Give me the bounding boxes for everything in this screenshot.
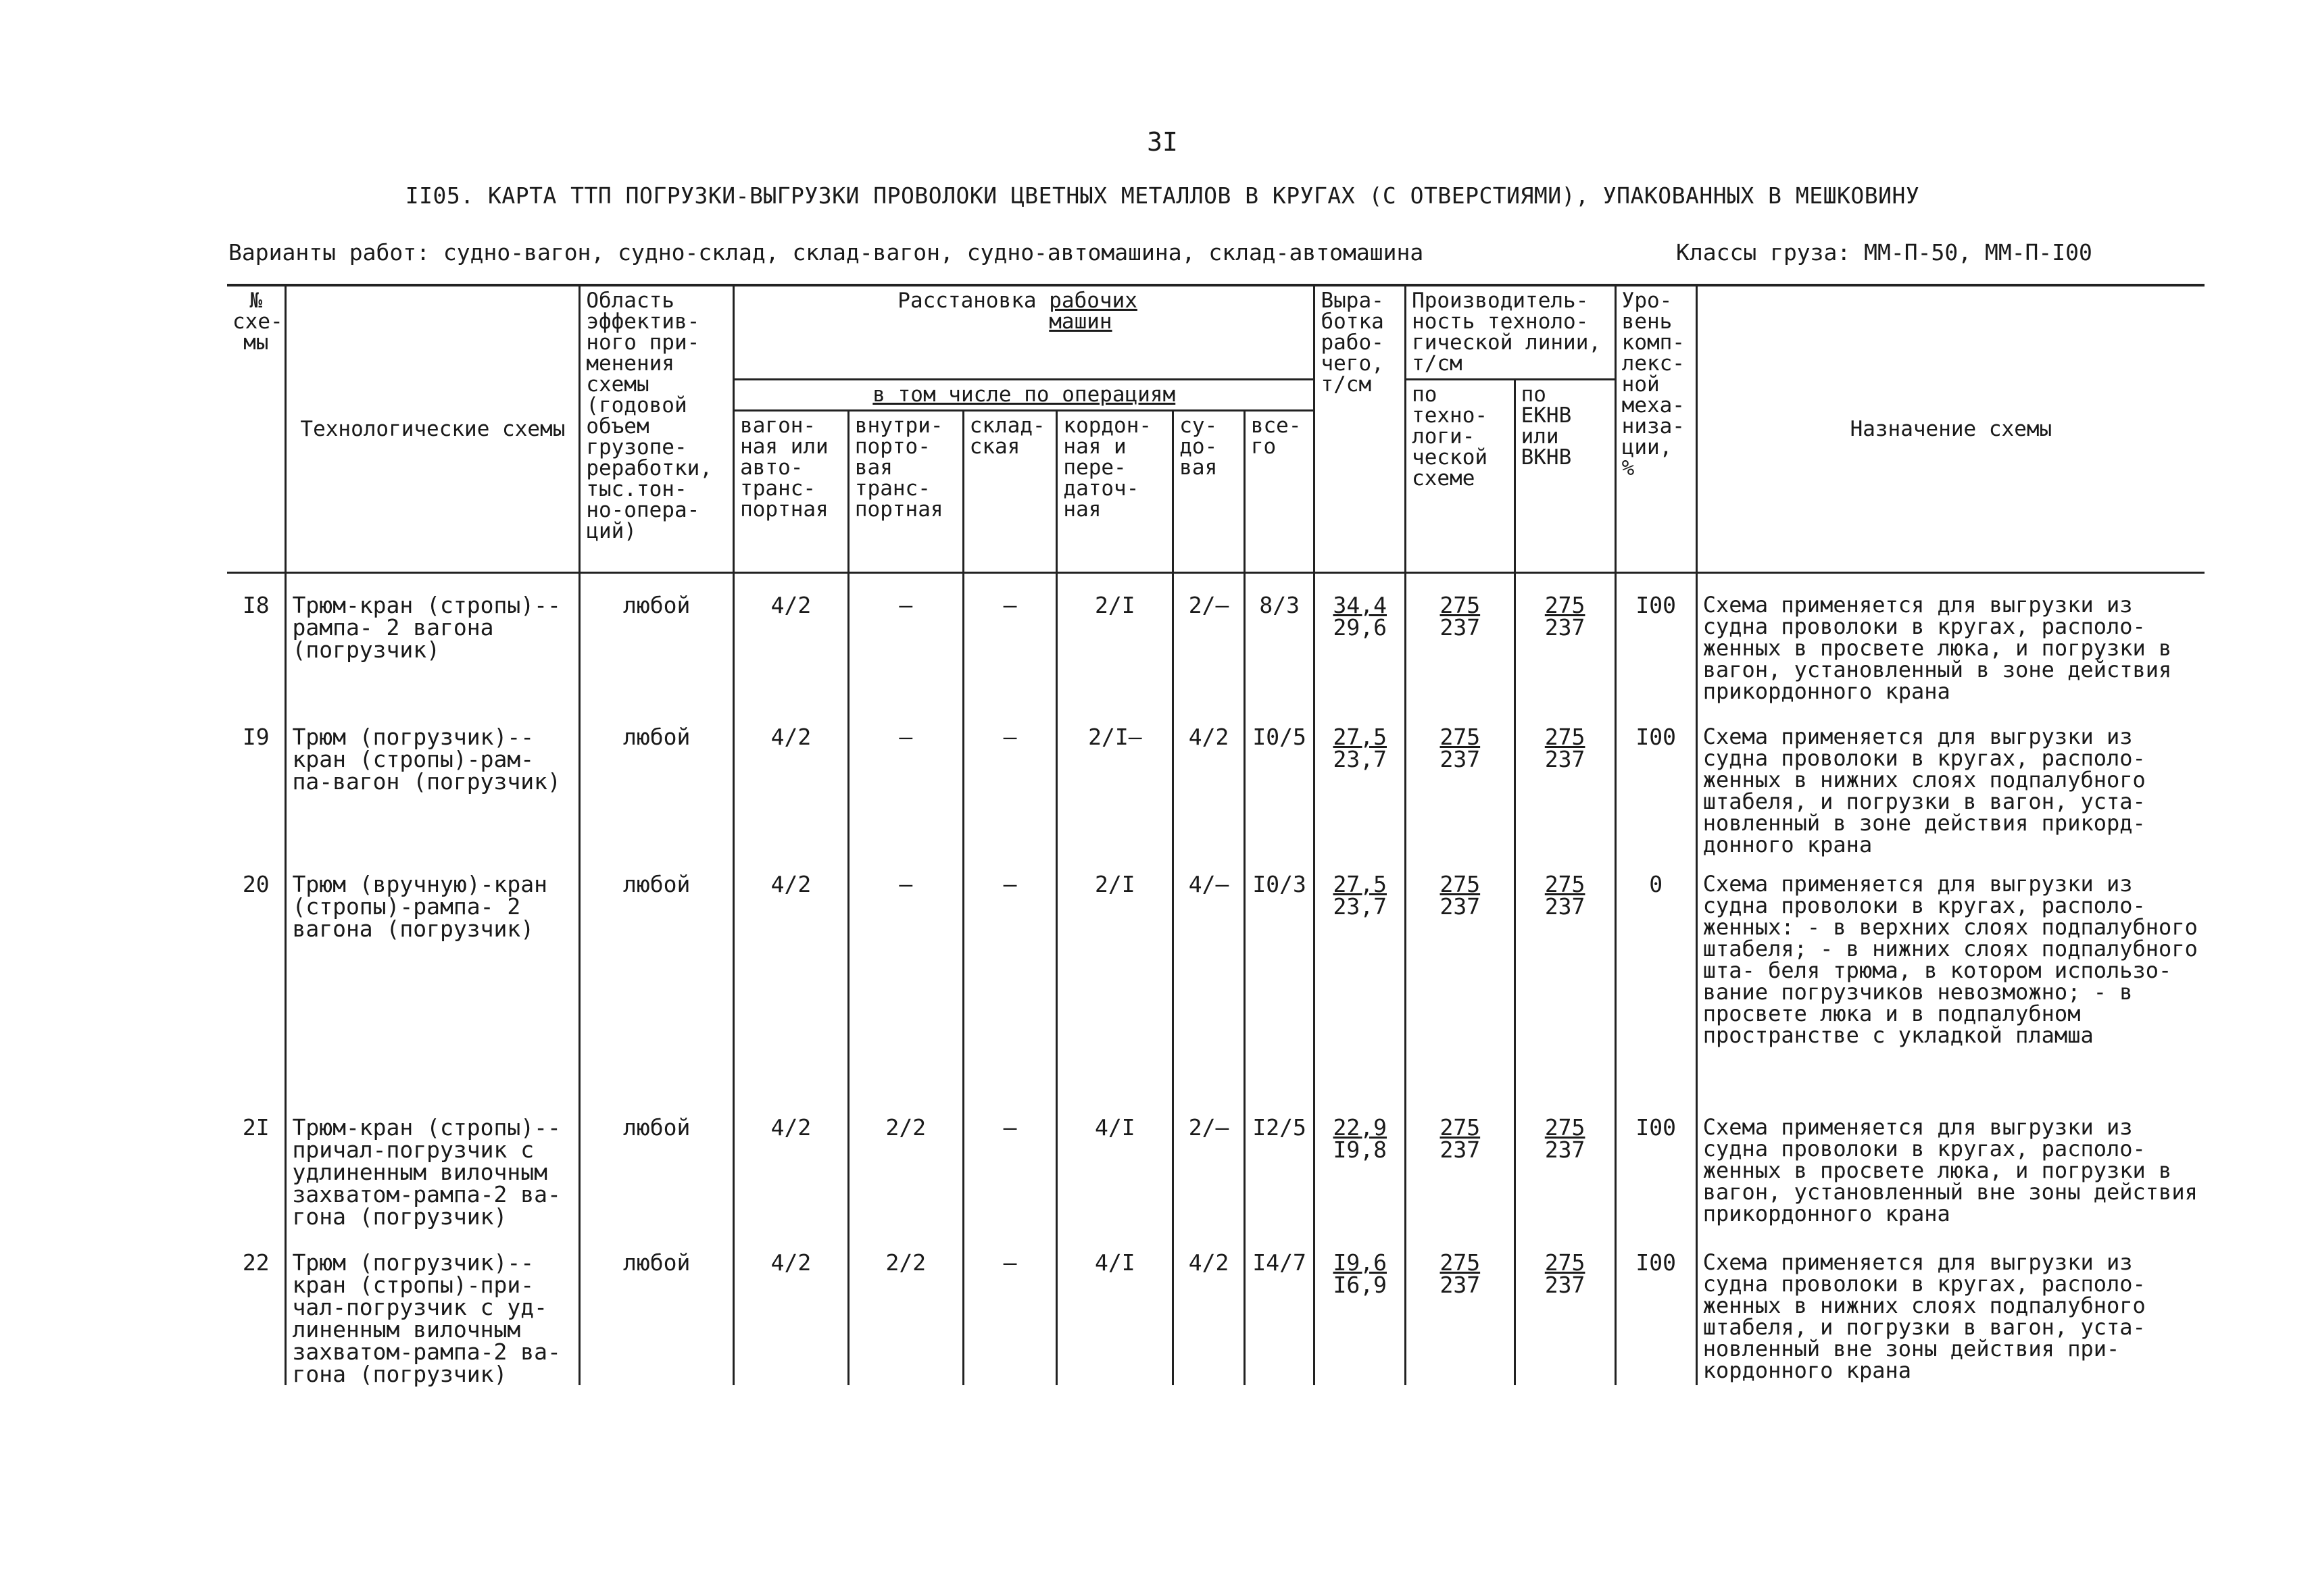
row-op-ship: 4/2: [1173, 708, 1245, 855]
row-prod-tech: [1406, 1234, 1515, 1385]
row-worker-output: [1314, 855, 1406, 1099]
header-op-ship: су- до- вая: [1173, 411, 1245, 573]
row-op-ship: 4/2: [1173, 1234, 1245, 1385]
prod-eknv-top: 275: [1544, 1114, 1585, 1141]
header-scheme-purpose: Назначение схемы: [1696, 285, 2205, 573]
prod-eknv-top: 275: [1544, 1249, 1585, 1276]
prod-eknv-top: 275: [1544, 723, 1585, 750]
output-bottom: 23,7: [1333, 745, 1387, 772]
row-scheme-purpose: Схема применяется для выгрузки из судна проволоки в кругах, располо- женных в просвете люка, и погрузки в вагон, установленный вне зоны действия прикордонного крана: [1696, 1099, 2205, 1234]
header-mechanization-level: Уро- вень комп- лекс- ной меха- низа- ции, %: [1615, 285, 1696, 573]
row-op-inner-port: 2/2: [848, 1234, 963, 1385]
row-scheme-number: I8: [227, 573, 286, 708]
row-application-area: любой: [580, 855, 734, 1099]
row-op-storage: –: [963, 573, 1057, 708]
table-row: [227, 1234, 2205, 1385]
cargo-classes: Классы груза: ММ-П-50, ММ-П-I00: [1676, 239, 2092, 266]
row-op-total: I4/7: [1244, 1234, 1314, 1385]
row-tech-scheme: Трюм (погрузчик)--кран (стропы)-рам- па-вагон (погрузчик): [286, 708, 580, 855]
prod-eknv-bottom: 237: [1544, 614, 1585, 641]
prod-eknv-bottom: 237: [1544, 1136, 1585, 1163]
row-op-storage: –: [963, 1234, 1057, 1385]
row-mechanization-level: I00: [1615, 573, 1696, 708]
header-op-total: все- го: [1244, 411, 1314, 573]
header-op-wagon: вагон- ная или авто- транс- портная: [734, 411, 849, 573]
row-prod-eknv: [1515, 1099, 1615, 1234]
row-op-wagon: 4/2: [734, 1099, 849, 1234]
header-scheme-number: № схе- мы: [227, 285, 286, 573]
row-op-cordon: 4/I: [1057, 1099, 1173, 1234]
row-op-wagon: 4/2: [734, 708, 849, 855]
row-scheme-number: I9: [227, 708, 286, 855]
row-scheme-number: 20: [227, 855, 286, 1099]
row-application-area: любой: [580, 708, 734, 855]
work-variants: Варианты работ: судно-вагон, судно-склад, склад-вагон, судно-автомашина, склад-автомашина: [228, 239, 1424, 266]
document-title: II05. КАРТА ТТП ПОГРУЗКИ-ВЫГРУЗКИ ПРОВОЛОКИ ЦВЕТНЫХ МЕТАЛЛОВ В КРУГАХ (С ОТВЕРСТИЯМИ), УПАКОВАННЫХ В МЕШКОВИНУ: [405, 182, 1920, 209]
row-op-storage: –: [963, 708, 1057, 855]
header-prod-by-eknv: по ЕКНВ или ВКНВ: [1515, 380, 1615, 573]
row-worker-output: [1314, 1099, 1406, 1234]
row-tech-scheme: Трюм (погрузчик)--кран (стропы)-при- чал-погрузчик с уд- линенным вилочным захватом-рампа-2 ва- гона (погрузчик): [286, 1234, 580, 1385]
prod-eknv-bottom: 237: [1544, 1271, 1585, 1298]
header-tech-schemes: Технологические схемы: [286, 285, 580, 573]
row-worker-output: [1314, 708, 1406, 855]
prod-eknv-top: 275: [1544, 870, 1585, 897]
row-op-wagon: 4/2: [734, 573, 849, 708]
table-row: [227, 708, 2205, 855]
output-bottom: I9,8: [1333, 1136, 1387, 1163]
row-op-cordon: 2/I–: [1057, 708, 1173, 855]
prod-eknv-bottom: 237: [1544, 745, 1585, 772]
row-worker-output: [1314, 573, 1406, 708]
row-mechanization-level: I00: [1615, 1234, 1696, 1385]
output-bottom: 29,6: [1333, 614, 1387, 641]
row-scheme-purpose: Схема применяется для выгрузки из судна проволоки в кругах, располо- женных в нижних слоях подпалубного штабеля, и погрузки в вагон, уста- новленный в зоне действия прикорд- донного крана: [1696, 708, 2205, 855]
table-row: [227, 855, 2205, 1099]
prod-tech-bottom: 237: [1439, 1271, 1481, 1298]
row-mechanization-level: I00: [1615, 1099, 1696, 1234]
row-op-total: I0/5: [1244, 708, 1314, 855]
prod-tech-bottom: 237: [1439, 614, 1481, 641]
prod-eknv-bottom: 237: [1544, 893, 1585, 920]
row-prod-eknv: [1515, 708, 1615, 855]
row-op-total: 8/3: [1244, 573, 1314, 708]
header-prod-by-tech: по техно- логи- ческой схеме: [1406, 380, 1515, 573]
page-number: 3I: [1147, 127, 1178, 157]
header-by-operations: в том числе по операциям: [734, 380, 1314, 411]
row-prod-tech: [1406, 855, 1515, 1099]
row-scheme-purpose: Схема применяется для выгрузки из судна проволоки в кругах, располо- женных: - в верхних слоях подпалубного штабеля; - в нижних слоях подпалубного шта- беля трюма, в котором использо- вание погрузчиков невозможно; - в просвете люка и в подпалубном пространстве с укладкой пламша: [1696, 855, 2205, 1099]
row-op-cordon: 2/I: [1057, 573, 1173, 708]
output-top: 27,5: [1333, 870, 1387, 897]
row-tech-scheme: Трюм (вручную)-кран (стропы)-рампа- 2 вагона (погрузчик): [286, 855, 580, 1099]
row-op-storage: –: [963, 855, 1057, 1099]
row-op-inner-port: 2/2: [848, 1099, 963, 1234]
prod-tech-bottom: 237: [1439, 893, 1481, 920]
row-scheme-purpose: Схема применяется для выгрузки из судна проволоки в кругах, располо- женных в нижних слоях подпалубного штабеля, и погрузки в вагон, уста- новленный вне зоны действия при- кордонного крана: [1696, 1234, 2205, 1385]
row-op-storage: –: [963, 1099, 1057, 1234]
row-op-ship: 2/–: [1173, 573, 1245, 708]
prod-tech-top: 275: [1439, 870, 1481, 897]
row-op-cordon: 4/I: [1057, 1234, 1173, 1385]
row-op-ship: 4/–: [1173, 855, 1245, 1099]
row-op-cordon: 2/I: [1057, 855, 1173, 1099]
header-op-storage: склад- ская: [963, 411, 1057, 573]
row-op-wagon: 4/2: [734, 1234, 849, 1385]
row-scheme-number: 22: [227, 1234, 286, 1385]
table-row: [227, 573, 2205, 708]
row-mechanization-level: 0: [1615, 855, 1696, 1099]
row-op-inner-port: –: [848, 855, 963, 1099]
row-scheme-number: 2I: [227, 1099, 286, 1234]
row-prod-eknv: [1515, 573, 1615, 708]
row-prod-eknv: [1515, 855, 1615, 1099]
technology-schemes-table: [227, 284, 2205, 1385]
header-worker-output: Выра- ботка рабо- чего, т/см: [1314, 285, 1406, 573]
output-bottom: I6,9: [1333, 1271, 1387, 1298]
row-application-area: любой: [580, 1099, 734, 1234]
row-op-ship: 2/–: [1173, 1099, 1245, 1234]
row-application-area: любой: [580, 1234, 734, 1385]
prod-eknv-top: 275: [1544, 592, 1585, 618]
prod-tech-top: 275: [1439, 723, 1481, 750]
row-op-wagon: 4/2: [734, 855, 849, 1099]
row-mechanization-level: I00: [1615, 708, 1696, 855]
output-top: 27,5: [1333, 723, 1387, 750]
row-prod-tech: [1406, 1099, 1515, 1234]
table-row: [227, 1099, 2205, 1234]
row-op-total: I2/5: [1244, 1099, 1314, 1234]
row-op-total: I0/3: [1244, 855, 1314, 1099]
row-prod-tech: [1406, 573, 1515, 708]
output-top: I9,6: [1333, 1249, 1387, 1276]
prod-tech-bottom: 237: [1439, 1136, 1481, 1163]
header-op-inner-port: внутри- порто- вая транс- портная: [848, 411, 963, 573]
row-prod-eknv: [1515, 1234, 1615, 1385]
header-placement-machines: рабочих машин: [1049, 289, 1137, 334]
output-bottom: 23,7: [1333, 893, 1387, 920]
row-tech-scheme: Трюм-кран (стропы)--рампа- 2 вагона (погрузчик): [286, 573, 580, 708]
row-op-inner-port: –: [848, 573, 963, 708]
prod-tech-top: 275: [1439, 1114, 1481, 1141]
row-application-area: любой: [580, 573, 734, 708]
header-placement-label: Расстановка: [897, 289, 1037, 313]
header-line-productivity: Производитель- ность техноло- гической линии, т/см: [1406, 285, 1616, 380]
row-tech-scheme: Трюм-кран (стропы)--причал-погрузчик с удлиненным вилочным захватом-рампа-2 ва- гона (погрузчик): [286, 1099, 580, 1234]
prod-tech-bottom: 237: [1439, 745, 1481, 772]
row-op-inner-port: –: [848, 708, 963, 855]
output-top: 34,4: [1333, 592, 1387, 618]
header-application-area: Область эффектив- ного при- менения схемы (годовой объем грузопе- реработки, тыс.тон- но-опера- ций): [580, 285, 734, 573]
row-worker-output: [1314, 1234, 1406, 1385]
row-scheme-purpose: Схема применяется для выгрузки из судна проволоки в кругах, располо- женных в просвете люка, и погрузки в вагон, установленный в зоне действия прикордонного крана: [1696, 573, 2205, 708]
header-machine-placement: [734, 285, 1314, 380]
row-prod-tech: [1406, 708, 1515, 855]
output-top: 22,9: [1333, 1114, 1387, 1141]
prod-tech-top: 275: [1439, 592, 1481, 618]
prod-tech-top: 275: [1439, 1249, 1481, 1276]
header-op-cordon: кордон- ная и пере- даточ- ная: [1057, 411, 1173, 573]
